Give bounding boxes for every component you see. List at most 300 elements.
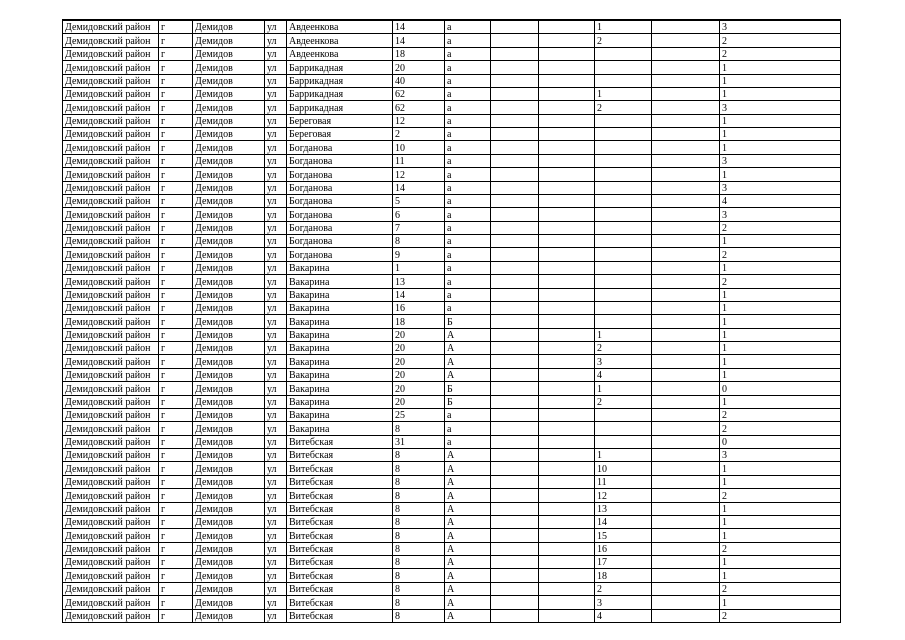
cell-house-number: 13 <box>393 275 445 288</box>
cell-settlement: Демидов <box>193 235 265 248</box>
cell-col-8 <box>491 569 539 582</box>
cell-col-9 <box>539 569 595 582</box>
cell-col-9 <box>539 248 595 261</box>
cell-letter: а <box>445 435 491 448</box>
cell-street: Вакарина <box>287 261 393 274</box>
cell-district: Демидовский район <box>63 275 159 288</box>
cell-settlement: Демидов <box>193 61 265 74</box>
cell-street: Баррикадная <box>287 101 393 114</box>
cell-settlement-type: г <box>159 221 193 234</box>
cell-col-8 <box>491 502 539 515</box>
cell-count: 1 <box>720 114 841 127</box>
cell-col-8 <box>491 47 539 60</box>
cell-apartment: 4 <box>595 609 652 622</box>
cell-col-11 <box>652 61 720 74</box>
cell-settlement: Демидов <box>193 395 265 408</box>
cell-settlement-type: г <box>159 34 193 47</box>
cell-col-9 <box>539 489 595 502</box>
cell-count: 2 <box>720 221 841 234</box>
table-row <box>63 208 841 221</box>
cell-count: 1 <box>720 529 841 542</box>
cell-street: Богданова <box>287 181 393 194</box>
cell-settlement: Демидов <box>193 502 265 515</box>
cell-col-9 <box>539 395 595 408</box>
cell-apartment: 2 <box>595 582 652 595</box>
table-row <box>63 154 841 167</box>
cell-col-8 <box>491 141 539 154</box>
cell-count: 1 <box>720 368 841 381</box>
cell-street: Богданова <box>287 141 393 154</box>
cell-apartment <box>595 301 652 314</box>
cell-col-9 <box>539 582 595 595</box>
cell-street: Баррикадная <box>287 87 393 100</box>
cell-house-number: 14 <box>393 181 445 194</box>
cell-letter: а <box>445 114 491 127</box>
cell-apartment: 13 <box>595 502 652 515</box>
cell-street-type: ул <box>265 168 287 181</box>
cell-settlement: Демидов <box>193 382 265 395</box>
cell-settlement-type: г <box>159 235 193 248</box>
cell-col-9 <box>539 542 595 555</box>
cell-settlement-type: г <box>159 502 193 515</box>
cell-apartment: 16 <box>595 542 652 555</box>
cell-count: 1 <box>720 596 841 609</box>
table-row <box>63 355 841 368</box>
cell-count: 2 <box>720 47 841 60</box>
cell-letter: А <box>445 342 491 355</box>
cell-apartment: 11 <box>595 475 652 488</box>
cell-col-8 <box>491 235 539 248</box>
cell-street-type: ул <box>265 141 287 154</box>
cell-district: Демидовский район <box>63 141 159 154</box>
cell-settlement: Демидов <box>193 422 265 435</box>
cell-street-type: ул <box>265 542 287 555</box>
cell-district: Демидовский район <box>63 609 159 622</box>
cell-letter: Б <box>445 315 491 328</box>
cell-house-number: 8 <box>393 449 445 462</box>
cell-street-type: ул <box>265 395 287 408</box>
cell-house-number: 20 <box>393 61 445 74</box>
cell-settlement: Демидов <box>193 221 265 234</box>
cell-apartment <box>595 261 652 274</box>
cell-settlement-type: г <box>159 462 193 475</box>
table-row <box>63 275 841 288</box>
cell-apartment: 17 <box>595 556 652 569</box>
table-row <box>63 502 841 515</box>
table-row <box>63 168 841 181</box>
cell-street-type: ул <box>265 288 287 301</box>
cell-district: Демидовский район <box>63 435 159 448</box>
cell-settlement: Демидов <box>193 168 265 181</box>
cell-street-type: ул <box>265 208 287 221</box>
cell-letter: а <box>445 422 491 435</box>
cell-street: Витебская <box>287 449 393 462</box>
cell-district: Демидовский район <box>63 529 159 542</box>
cell-col-11 <box>652 101 720 114</box>
cell-district: Демидовский район <box>63 315 159 328</box>
cell-col-8 <box>491 288 539 301</box>
cell-house-number: 8 <box>393 515 445 528</box>
cell-settlement: Демидов <box>193 47 265 60</box>
cell-col-11 <box>652 47 720 60</box>
cell-col-8 <box>491 515 539 528</box>
cell-count: 1 <box>720 515 841 528</box>
cell-col-9 <box>539 596 595 609</box>
cell-letter: а <box>445 61 491 74</box>
cell-settlement-type: г <box>159 355 193 368</box>
cell-apartment <box>595 128 652 141</box>
cell-col-8 <box>491 475 539 488</box>
table-row <box>63 61 841 74</box>
cell-district: Демидовский район <box>63 248 159 261</box>
cell-district: Демидовский район <box>63 515 159 528</box>
cell-count: 1 <box>720 87 841 100</box>
cell-district: Демидовский район <box>63 542 159 555</box>
cell-street-type: ул <box>265 235 287 248</box>
cell-col-11 <box>652 128 720 141</box>
cell-apartment <box>595 408 652 421</box>
cell-letter: а <box>445 208 491 221</box>
cell-district: Демидовский район <box>63 261 159 274</box>
cell-settlement-type: г <box>159 582 193 595</box>
cell-settlement-type: г <box>159 382 193 395</box>
cell-col-9 <box>539 355 595 368</box>
cell-count: 3 <box>720 208 841 221</box>
cell-letter: А <box>445 569 491 582</box>
cell-settlement-type: г <box>159 154 193 167</box>
cell-house-number: 16 <box>393 301 445 314</box>
cell-col-11 <box>652 342 720 355</box>
cell-col-9 <box>539 529 595 542</box>
cell-col-11 <box>652 248 720 261</box>
cell-settlement-type: г <box>159 435 193 448</box>
cell-col-11 <box>652 315 720 328</box>
cell-district: Демидовский район <box>63 301 159 314</box>
cell-district: Демидовский район <box>63 462 159 475</box>
cell-house-number: 12 <box>393 114 445 127</box>
cell-apartment: 18 <box>595 569 652 582</box>
cell-street: Богданова <box>287 235 393 248</box>
cell-letter: а <box>445 154 491 167</box>
table-row <box>63 248 841 261</box>
cell-district: Демидовский район <box>63 208 159 221</box>
cell-col-9 <box>539 368 595 381</box>
cell-house-number: 12 <box>393 168 445 181</box>
cell-count: 1 <box>720 301 841 314</box>
cell-district: Демидовский район <box>63 582 159 595</box>
cell-settlement-type: г <box>159 542 193 555</box>
cell-col-8 <box>491 34 539 47</box>
cell-apartment <box>595 248 652 261</box>
cell-street-type: ул <box>265 74 287 87</box>
cell-letter: а <box>445 128 491 141</box>
cell-street: Витебская <box>287 462 393 475</box>
cell-apartment: 1 <box>595 87 652 100</box>
cell-street-type: ул <box>265 101 287 114</box>
cell-district: Демидовский район <box>63 101 159 114</box>
cell-col-9 <box>539 128 595 141</box>
cell-letter: а <box>445 47 491 60</box>
cell-apartment: 1 <box>595 20 652 34</box>
cell-col-11 <box>652 208 720 221</box>
cell-apartment: 1 <box>595 328 652 341</box>
cell-col-11 <box>652 435 720 448</box>
table-row <box>63 475 841 488</box>
cell-col-8 <box>491 315 539 328</box>
table-row <box>63 395 841 408</box>
cell-settlement-type: г <box>159 248 193 261</box>
cell-settlement-type: г <box>159 515 193 528</box>
cell-settlement-type: г <box>159 315 193 328</box>
cell-district: Демидовский район <box>63 181 159 194</box>
cell-col-9 <box>539 168 595 181</box>
cell-settlement: Демидов <box>193 569 265 582</box>
cell-district: Демидовский район <box>63 368 159 381</box>
cell-house-number: 20 <box>393 395 445 408</box>
cell-street: Витебская <box>287 489 393 502</box>
table-row <box>63 542 841 555</box>
cell-apartment <box>595 275 652 288</box>
cell-district: Демидовский район <box>63 114 159 127</box>
cell-street-type: ул <box>265 328 287 341</box>
cell-district: Демидовский район <box>63 74 159 87</box>
cell-apartment: 10 <box>595 462 652 475</box>
cell-col-9 <box>539 609 595 622</box>
cell-district: Демидовский район <box>63 596 159 609</box>
cell-apartment <box>595 435 652 448</box>
cell-count: 1 <box>720 395 841 408</box>
cell-settlement-type: г <box>159 395 193 408</box>
cell-count: 2 <box>720 275 841 288</box>
cell-street: Витебская <box>287 475 393 488</box>
cell-settlement: Демидов <box>193 328 265 341</box>
cell-col-11 <box>652 529 720 542</box>
cell-house-number: 20 <box>393 368 445 381</box>
cell-street-type: ул <box>265 569 287 582</box>
cell-settlement-type: г <box>159 114 193 127</box>
cell-house-number: 8 <box>393 462 445 475</box>
table-row <box>63 422 841 435</box>
cell-col-9 <box>539 181 595 194</box>
cell-count: 2 <box>720 542 841 555</box>
cell-col-8 <box>491 342 539 355</box>
cell-col-8 <box>491 61 539 74</box>
cell-street-type: ул <box>265 87 287 100</box>
table-row <box>63 301 841 314</box>
table-row <box>63 74 841 87</box>
cell-street: Вакарина <box>287 382 393 395</box>
cell-col-11 <box>652 489 720 502</box>
cell-col-9 <box>539 114 595 127</box>
cell-house-number: 6 <box>393 208 445 221</box>
cell-street: Береговая <box>287 114 393 127</box>
cell-street: Вакарина <box>287 275 393 288</box>
cell-settlement: Демидов <box>193 582 265 595</box>
cell-settlement: Демидов <box>193 181 265 194</box>
cell-settlement-type: г <box>159 74 193 87</box>
cell-col-11 <box>652 181 720 194</box>
cell-count: 3 <box>720 101 841 114</box>
cell-apartment <box>595 61 652 74</box>
cell-street: Витебская <box>287 529 393 542</box>
cell-street-type: ул <box>265 275 287 288</box>
cell-settlement: Демидов <box>193 355 265 368</box>
cell-settlement-type: г <box>159 342 193 355</box>
cell-settlement: Демидов <box>193 449 265 462</box>
cell-col-11 <box>652 74 720 87</box>
cell-col-11 <box>652 569 720 582</box>
cell-col-8 <box>491 20 539 34</box>
cell-letter: А <box>445 328 491 341</box>
cell-count: 1 <box>720 74 841 87</box>
cell-street: Авдеенкова <box>287 20 393 34</box>
cell-letter: А <box>445 449 491 462</box>
cell-count: 1 <box>720 315 841 328</box>
cell-house-number: 18 <box>393 47 445 60</box>
cell-house-number: 8 <box>393 582 445 595</box>
cell-house-number: 8 <box>393 502 445 515</box>
cell-settlement-type: г <box>159 422 193 435</box>
cell-settlement: Демидов <box>193 529 265 542</box>
cell-apartment <box>595 181 652 194</box>
cell-settlement: Демидов <box>193 542 265 555</box>
cell-house-number: 25 <box>393 408 445 421</box>
cell-col-9 <box>539 235 595 248</box>
cell-settlement-type: г <box>159 489 193 502</box>
cell-col-8 <box>491 422 539 435</box>
cell-district: Демидовский район <box>63 569 159 582</box>
cell-settlement-type: г <box>159 275 193 288</box>
cell-settlement: Демидов <box>193 475 265 488</box>
cell-settlement: Демидов <box>193 342 265 355</box>
cell-letter: А <box>445 355 491 368</box>
cell-house-number: 1 <box>393 261 445 274</box>
cell-col-11 <box>652 515 720 528</box>
cell-settlement-type: г <box>159 569 193 582</box>
cell-col-11 <box>652 556 720 569</box>
cell-settlement: Демидов <box>193 408 265 421</box>
cell-count: 1 <box>720 569 841 582</box>
cell-letter: а <box>445 261 491 274</box>
cell-street-type: ул <box>265 315 287 328</box>
cell-col-8 <box>491 556 539 569</box>
cell-house-number: 31 <box>393 435 445 448</box>
cell-street: Витебская <box>287 556 393 569</box>
cell-street: Витебская <box>287 515 393 528</box>
cell-district: Демидовский район <box>63 47 159 60</box>
cell-col-9 <box>539 221 595 234</box>
cell-col-9 <box>539 301 595 314</box>
cell-letter: а <box>445 74 491 87</box>
cell-settlement: Демидов <box>193 248 265 261</box>
cell-house-number: 14 <box>393 20 445 34</box>
table-row <box>63 141 841 154</box>
table-row <box>63 128 841 141</box>
cell-street: Баррикадная <box>287 74 393 87</box>
table-row <box>63 221 841 234</box>
cell-col-8 <box>491 542 539 555</box>
cell-street-type: ул <box>265 475 287 488</box>
cell-col-8 <box>491 355 539 368</box>
table-row <box>63 87 841 100</box>
cell-street: Богданова <box>287 168 393 181</box>
cell-letter: а <box>445 87 491 100</box>
cell-col-8 <box>491 395 539 408</box>
cell-col-9 <box>539 101 595 114</box>
cell-settlement-type: г <box>159 449 193 462</box>
cell-col-11 <box>652 355 720 368</box>
cell-street: Витебская <box>287 435 393 448</box>
cell-house-number: 40 <box>393 74 445 87</box>
cell-count: 1 <box>720 328 841 341</box>
cell-count: 1 <box>720 355 841 368</box>
cell-street-type: ул <box>265 20 287 34</box>
cell-settlement: Демидов <box>193 74 265 87</box>
cell-street: Вакарина <box>287 288 393 301</box>
cell-house-number: 20 <box>393 342 445 355</box>
cell-street: Авдеенкова <box>287 47 393 60</box>
cell-col-11 <box>652 582 720 595</box>
cell-col-8 <box>491 74 539 87</box>
cell-settlement-type: г <box>159 328 193 341</box>
cell-settlement: Демидов <box>193 154 265 167</box>
cell-apartment: 2 <box>595 395 652 408</box>
cell-settlement: Демидов <box>193 609 265 622</box>
cell-street: Береговая <box>287 128 393 141</box>
table-row <box>63 529 841 542</box>
cell-house-number: 20 <box>393 328 445 341</box>
cell-apartment <box>595 47 652 60</box>
cell-settlement-type: г <box>159 609 193 622</box>
cell-settlement: Демидов <box>193 275 265 288</box>
cell-apartment: 1 <box>595 382 652 395</box>
table-row <box>63 181 841 194</box>
cell-col-9 <box>539 462 595 475</box>
cell-col-11 <box>652 221 720 234</box>
cell-count: 1 <box>720 141 841 154</box>
table-row <box>63 315 841 328</box>
cell-col-11 <box>652 502 720 515</box>
cell-col-9 <box>539 408 595 421</box>
cell-col-9 <box>539 556 595 569</box>
cell-street: Авдеенкова <box>287 34 393 47</box>
table-row <box>63 382 841 395</box>
cell-street-type: ул <box>265 596 287 609</box>
cell-district: Демидовский район <box>63 221 159 234</box>
cell-col-8 <box>491 609 539 622</box>
cell-settlement: Демидов <box>193 301 265 314</box>
cell-apartment <box>595 141 652 154</box>
cell-street-type: ул <box>265 261 287 274</box>
cell-settlement-type: г <box>159 87 193 100</box>
cell-apartment <box>595 288 652 301</box>
cell-street: Богданова <box>287 221 393 234</box>
cell-col-8 <box>491 194 539 207</box>
cell-col-11 <box>652 368 720 381</box>
cell-apartment: 14 <box>595 515 652 528</box>
cell-count: 1 <box>720 502 841 515</box>
cell-apartment <box>595 114 652 127</box>
cell-col-11 <box>652 34 720 47</box>
cell-count: 3 <box>720 181 841 194</box>
cell-letter: а <box>445 275 491 288</box>
cell-district: Демидовский район <box>63 61 159 74</box>
cell-col-11 <box>652 475 720 488</box>
table-body <box>63 20 841 622</box>
cell-settlement-type: г <box>159 556 193 569</box>
cell-house-number: 9 <box>393 248 445 261</box>
cell-col-8 <box>491 208 539 221</box>
